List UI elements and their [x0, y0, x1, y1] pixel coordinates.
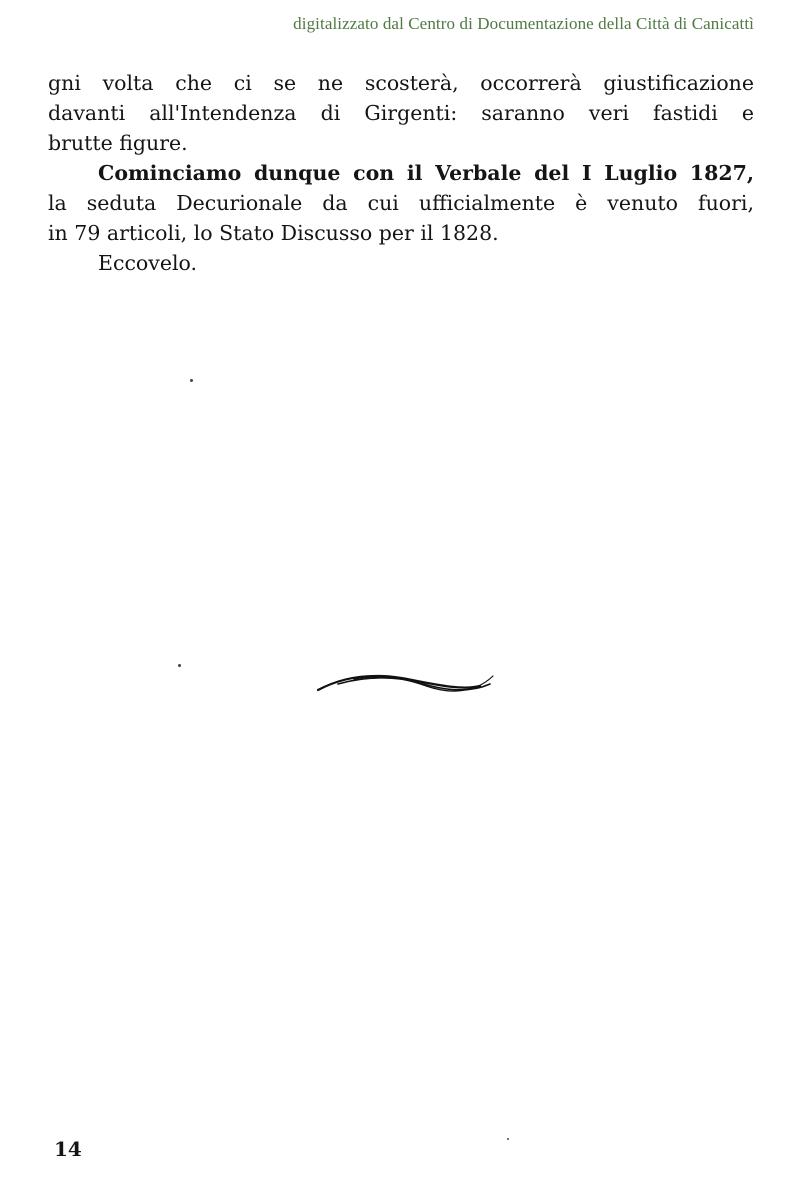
text-line-bold: Cominciamo dunque con il Verbale del I Luglio 1827,	[98, 161, 754, 185]
scan-speck	[190, 379, 193, 382]
body-text	[48, 68, 754, 278]
scan-speck	[507, 1138, 509, 1140]
wavy-rule-ornament-icon	[314, 664, 496, 700]
text-line: gni volta che ci se ne scosterà, occorrerà giustificazione	[48, 71, 754, 95]
digitization-watermark: digitalizzato dal Centro di Documentazione della Città di Canicattì	[293, 14, 754, 33]
page-number: 14	[54, 1137, 82, 1161]
text-line: davanti all'Intendenza di Girgenti: saranno veri fastidi e	[48, 101, 754, 125]
text-line: in 79 articoli, lo Stato Discusso per il 1828.	[48, 221, 499, 245]
scan-speck	[178, 664, 181, 667]
text-line: Eccovelo.	[98, 251, 198, 275]
text-line: brutte figure.	[48, 131, 188, 155]
text-line: la seduta Decurionale da cui ufficialmente è venuto fuori,	[48, 191, 754, 215]
